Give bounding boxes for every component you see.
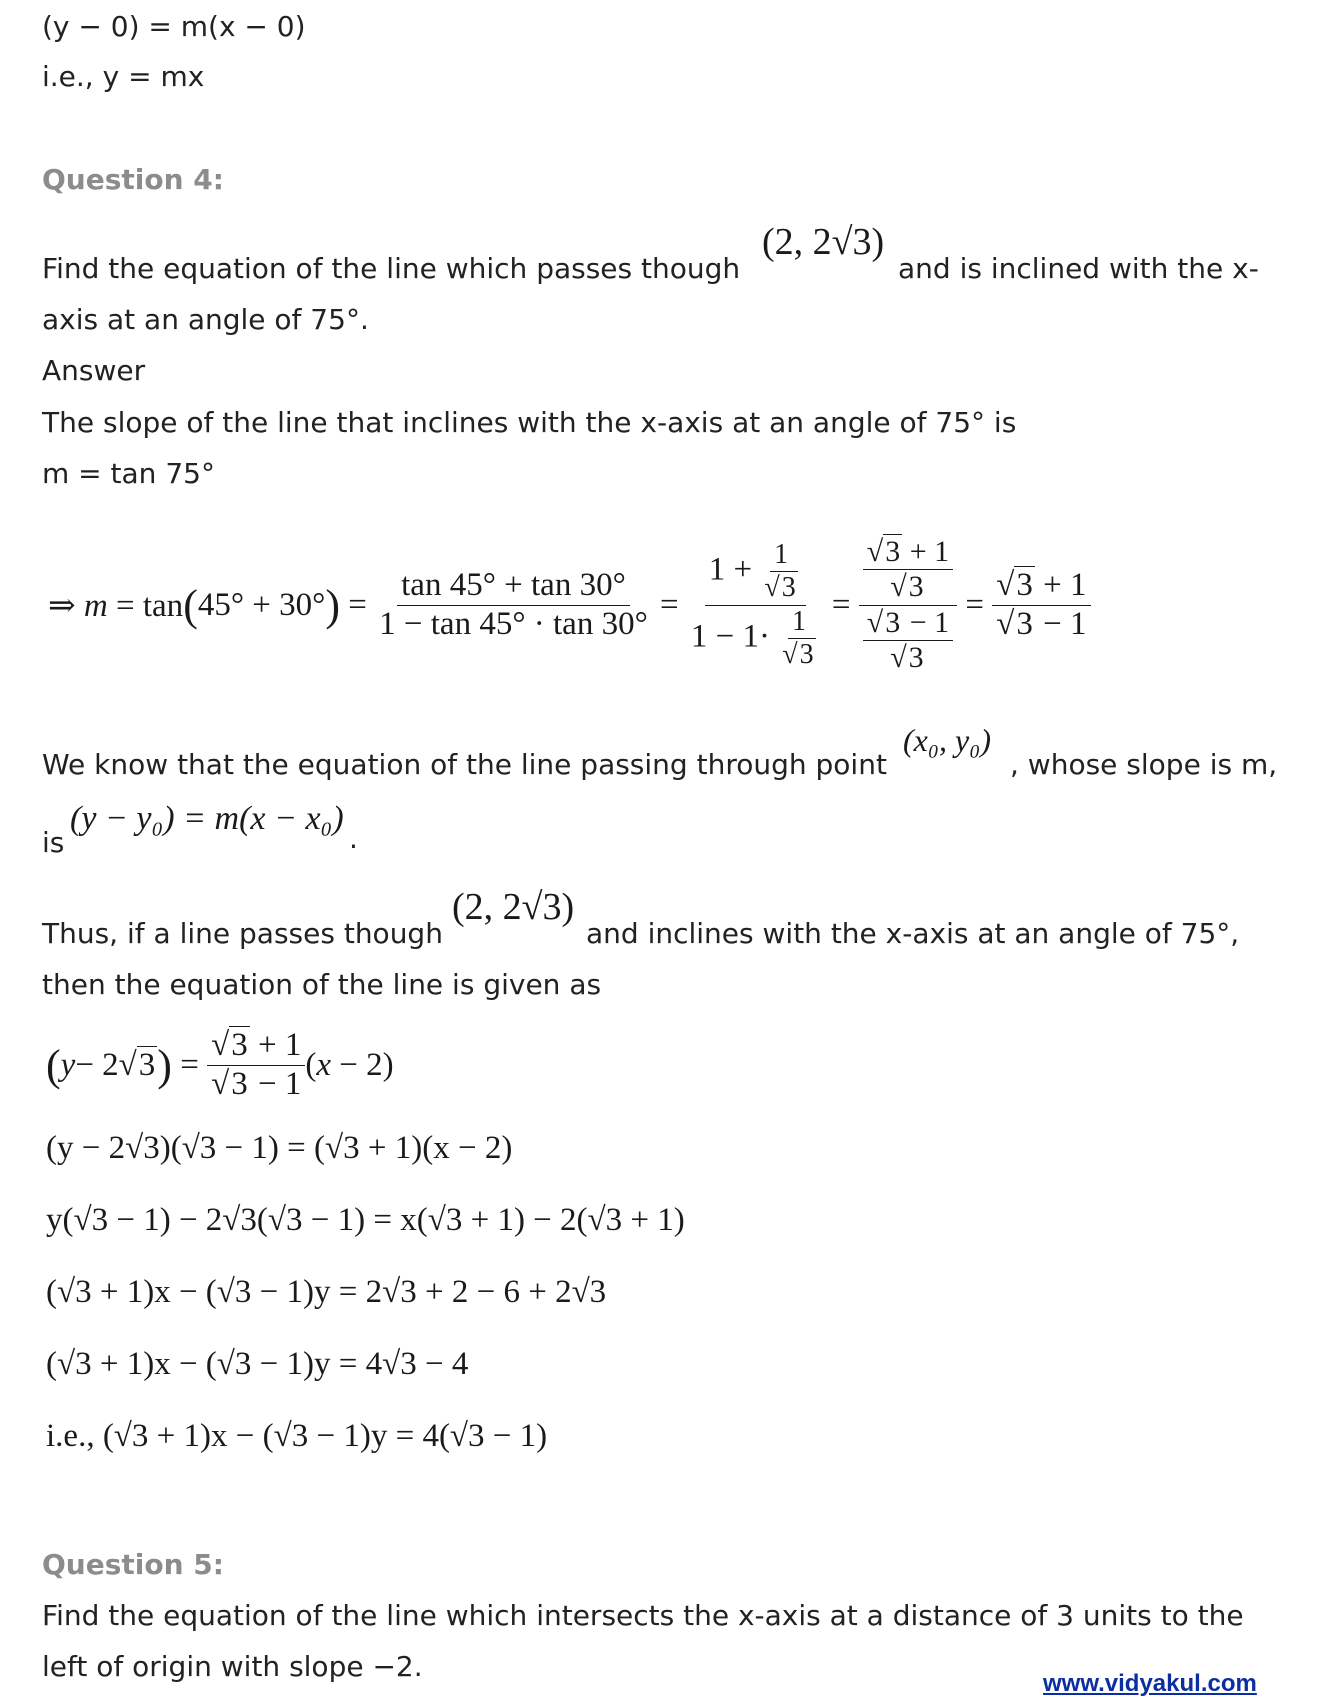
know-text-a: We know that the equation of the line passing through point [42,748,887,781]
vidyakul-link[interactable]: www.vidyakul.com [1043,1670,1257,1697]
question-5-line-2: left of origin with slope −2. [42,1650,423,1683]
point-expression-2: (2, 2√3) [452,886,575,928]
top-equation-result: i.e., y = mx [42,60,205,93]
point-expression: (2, 2√3) [762,221,885,263]
known-point: (x₀, y₀) [903,722,991,758]
step-4: (√3 + 1)x − (√3 − 1)y = 2√3 + 2 − 6 + 2√3 [46,1274,607,1310]
question-4-text-a: Find the equation of the line which passes though [42,252,741,285]
slope-derivation: ⇒ m = tan ( 45° + 30° ) = $\frac{\tan 45^\circ + \tan 30^\circ}{1 - \tan 45^\circ \cdot \tan 30^\circ}$ = 1 + $\frac{1}{√3}$ 1 − 1· $\frac{1}{√3}$ = $\frac{\frac{√3 + 1}{√3}}{\frac{√3 - 1}{√3}}$ = $\frac{√3 + 1}{√3 - 1}$ [48,520,1091,690]
question-5-heading: Question 5: [42,1548,224,1581]
m-equals-tan: m = tan 75° [42,457,215,490]
question-5-line-1: Find the equation of the line which intersects the x-axis at a distance of 3 units to the [42,1599,1244,1632]
thus-text-a: Thus, if a line passes though [42,917,443,950]
is-label: is [42,826,65,859]
know-text-b: , whose slope is m, [1010,748,1278,781]
step-6: i.e., (√3 + 1)x − (√3 − 1)y = 4(√3 − 1) [46,1418,548,1454]
slope-statement: The slope of the line that inclines with the x-axis at an angle of 75° is [42,406,1017,439]
step-3: y(√3 − 1) − 2√3(√3 − 1) = x(√3 + 1) − 2(√3 + 1) [46,1202,685,1238]
question-4-text-c: axis at an angle of 75°. [42,303,369,336]
answer-label: Answer [42,354,146,387]
point-slope-form: (y − y₀) = m(x − x₀) [70,800,344,837]
thus-text-c: then the equation of the line is given as [42,968,602,1001]
question-4-heading: Question 4: [42,163,224,196]
thus-text-b: and inclines with the x-axis at an angle of 75°, [586,917,1240,950]
question-4-text-b: and is inclined with the x- [898,252,1259,285]
top-equation: (y − 0) = m(x − 0) [42,10,306,43]
step-5: (√3 + 1)x − (√3 − 1)y = 4√3 − 4 [46,1346,469,1382]
step-1: ( y − 2√3 ) = $\frac{√3 + 1}{√3 - 1}$ (x − 2) [46,1026,394,1102]
step-2: (y − 2√3)(√3 − 1) = (√3 + 1)(x − 2) [46,1130,513,1166]
period: . [349,822,358,855]
